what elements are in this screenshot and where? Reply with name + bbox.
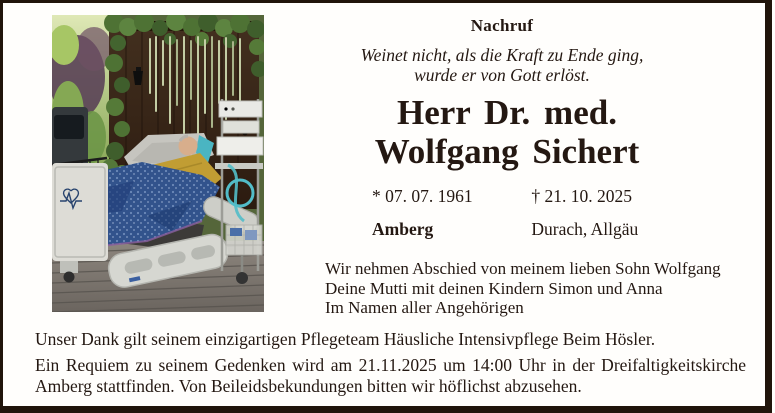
notice-text-column <box>322 0 747 330</box>
death-place: Durach, Allgäu <box>531 219 639 239</box>
death-date: † 21. 10. 2025 <box>531 186 632 206</box>
requiem-info-line-1: Ein Requiem zu seinem Gedenken wird am 21.11.2025 um 14:00 Uhr in der Dreifaltigkeitskirche <box>35 355 746 375</box>
birth-place: Amberg <box>372 219 434 239</box>
deceased-name-line-2: Wolfgang Sichert <box>374 132 640 171</box>
life-places <box>372 219 638 240</box>
farewell-line-2: Deine Mutti mit deinen Kindern Simon und Anna <box>325 278 663 298</box>
verse-line-1: Weinet nicht, als die Kraft zu Ende ging, <box>360 45 644 65</box>
farewell-line-1: Wir nehmen Abschied von meinem lieben Sohn Wolfgang <box>325 259 721 278</box>
birth-date: * 07. 07. 1961 <box>372 186 473 206</box>
verse-line-2: wurde er von Gott erlöst. <box>414 65 590 85</box>
deceased-name-line-1: Herr Dr. med. <box>397 93 617 132</box>
notice-type-heading: Nachruf <box>470 16 534 35</box>
farewell-line-3: Im Namen aller Angehörigen <box>325 298 524 317</box>
thanks-text: Unser Dank gilt seinem einzigartigen Pflegeteam Häusliche Intensivpflege Beim Hösler. <box>35 329 656 349</box>
mourning-verse <box>322 45 682 85</box>
deceased-name <box>322 93 692 171</box>
life-dates <box>372 186 632 207</box>
deceased-photo <box>52 15 264 312</box>
notice-footer <box>35 329 746 397</box>
farewell-message <box>325 259 747 318</box>
requiem-info-line-2: Amberg stattfinden. Von Beileidsbekundungen bitten wir höflichst abzusehen. <box>35 376 582 396</box>
